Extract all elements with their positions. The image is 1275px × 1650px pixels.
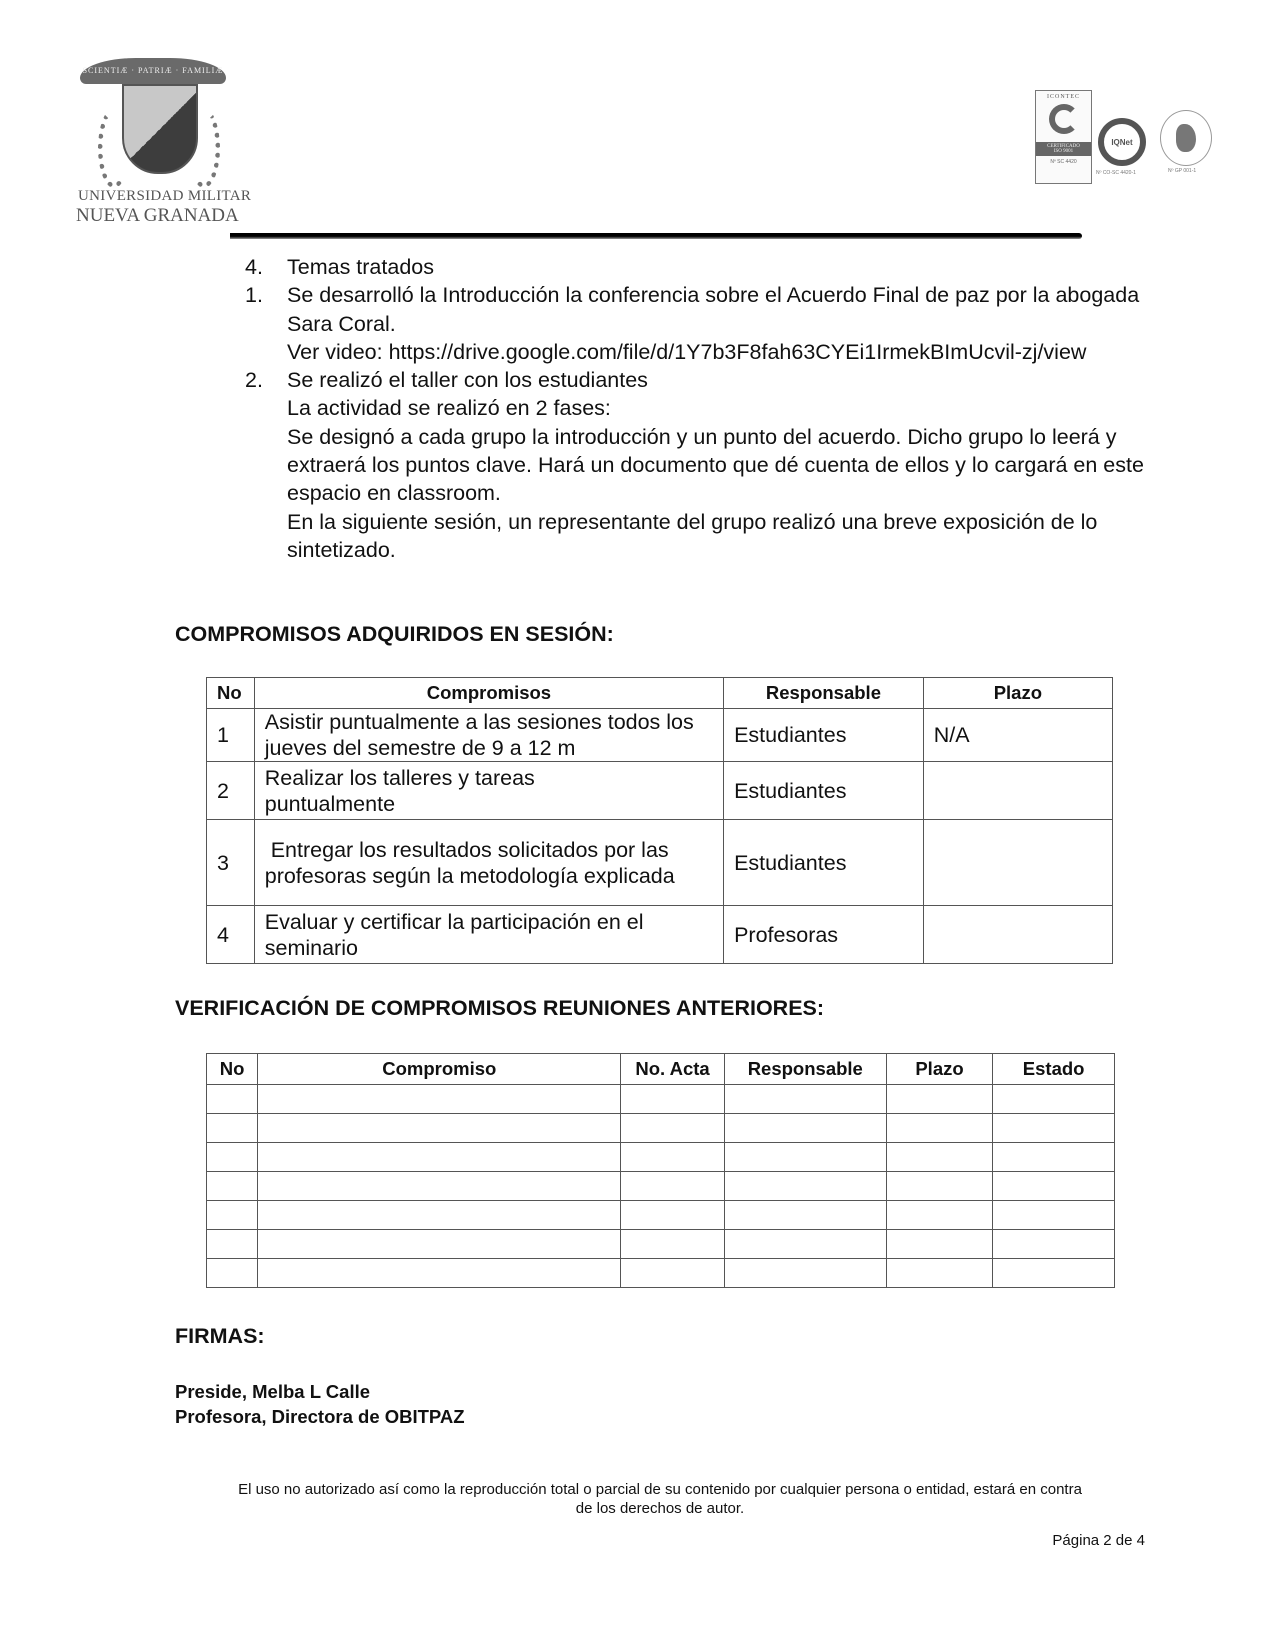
gp-number: Nº GP 001-1: [1168, 168, 1197, 174]
icontec-number: Nº SC 4420: [1050, 159, 1077, 165]
signature-line-role: Profesora, Directora de OBITPAZ: [175, 1406, 465, 1427]
gp-colombia-seal-icon: [1160, 110, 1212, 166]
table-row: [207, 1085, 1115, 1114]
col-header-plazo: Plazo: [923, 678, 1112, 709]
table-header-row: [207, 1054, 1115, 1085]
coat-of-arms-shield-icon: [122, 84, 198, 174]
topics-heading: [245, 253, 1145, 281]
empty-cell: [258, 1143, 621, 1172]
icontec-label: ICONTEC: [1047, 94, 1080, 100]
cell-compromiso: Asistir puntualmente a las sesiones todos los jueves del semestre de 9 a 12 m: [254, 709, 723, 762]
empty-cell: [886, 1143, 993, 1172]
icontec-badge-line1: CERTIFICADO: [1047, 144, 1080, 149]
empty-cell: [207, 1114, 258, 1143]
empty-cell: [993, 1259, 1115, 1288]
empty-cell: [724, 1259, 886, 1288]
cell-responsable: Estudiantes: [724, 709, 924, 762]
iqnet-seal-icon: [1098, 118, 1146, 166]
video-label: Ver video:: [287, 339, 389, 364]
topics-heading-number: 4.: [245, 255, 263, 279]
empty-cell: [993, 1143, 1115, 1172]
table-row: [207, 709, 1113, 762]
topics-section: [245, 253, 1145, 564]
signatures-title: FIRMAS:: [175, 1324, 265, 1348]
topic-detail: Se designó a cada grupo la introducción y un punto del acuerdo. Dicho grupo lo leerá y extraerá los puntos clave. Hará un documento que dé cuenta de ellos y lo cargará en este espacio en classroom.: [287, 424, 1144, 506]
empty-cell: [724, 1201, 886, 1230]
topic-text: Se desarrolló la Introducción la conferencia sobre el Acuerdo Final de paz por la abogada Sara Coral.: [287, 283, 1140, 336]
empty-cell: [258, 1114, 621, 1143]
col-header-no: No: [207, 678, 255, 709]
copyright-notice: [170, 1480, 1150, 1518]
topic-item: [245, 366, 1145, 394]
university-name-line1: UNIVERSIDAD MILITAR: [78, 188, 252, 204]
cell-responsable: Estudiantes: [724, 820, 924, 906]
table-header-row: [207, 678, 1113, 709]
icontec-certificate-icon: [1035, 90, 1092, 184]
university-logo: [68, 48, 252, 228]
empty-cell: [621, 1172, 725, 1201]
empty-cell: [993, 1085, 1115, 1114]
commitments-title: COMPROMISOS ADQUIRIDOS EN SESIÓN:: [175, 622, 614, 646]
university-name-line2: NUEVA GRANADA: [76, 205, 239, 226]
table-row: [207, 1143, 1115, 1172]
empty-cell: [886, 1085, 993, 1114]
empty-cell: [993, 1201, 1115, 1230]
copyright-line1: El uso no autorizado así como la reproducción total o parcial de su contenido por cualquier persona o entidad, estará en contra: [238, 1481, 1082, 1498]
table-row: [207, 906, 1113, 964]
table-row: [207, 820, 1113, 906]
col-header-no-acta: No. Acta: [621, 1054, 725, 1085]
empty-cell: [258, 1172, 621, 1201]
laurel-right-icon: [188, 108, 220, 188]
empty-cell: [207, 1143, 258, 1172]
cell-responsable: Estudiantes: [724, 762, 924, 820]
empty-cell: [886, 1201, 993, 1230]
topic-title: Se realizó el taller con los estudiantes: [287, 368, 648, 393]
empty-cell: [724, 1085, 886, 1114]
cell-plazo: N/A: [923, 709, 1112, 762]
col-header-estado: Estado: [993, 1054, 1115, 1085]
empty-cell: [207, 1172, 258, 1201]
table-row: [207, 1259, 1115, 1288]
cell-no: 3: [207, 820, 255, 906]
iqnet-number: Nº CO-SC 4420-1: [1096, 170, 1136, 176]
empty-cell: [258, 1201, 621, 1230]
empty-cell: [724, 1172, 886, 1201]
cell-no: 2: [207, 762, 255, 820]
empty-cell: [993, 1230, 1115, 1259]
cell-responsable: Profesoras: [724, 906, 924, 964]
empty-cell: [207, 1259, 258, 1288]
topic-detail: La actividad se realizó en 2 fases:: [287, 396, 611, 421]
page-number: Página 2 de 4: [1052, 1532, 1145, 1549]
video-line: [245, 338, 1145, 366]
cell-plazo: [923, 820, 1112, 906]
col-header-responsable: Responsable: [724, 678, 924, 709]
empty-cell: [993, 1172, 1115, 1201]
empty-cell: [724, 1114, 886, 1143]
cell-no: 1: [207, 709, 255, 762]
motto-ribbon: SCIENTIÆ · PATRIÆ · FAMILIÆ: [80, 58, 226, 84]
verification-table: [206, 1053, 1115, 1288]
table-row: [207, 1172, 1115, 1201]
icontec-badge: [1036, 142, 1091, 156]
empty-cell: [207, 1085, 258, 1114]
col-header-no: No: [207, 1054, 258, 1085]
empty-cell: [621, 1201, 725, 1230]
empty-cell: [724, 1230, 886, 1259]
table-row: [207, 1230, 1115, 1259]
cell-no: 4: [207, 906, 255, 964]
topic-number: 1.: [245, 283, 263, 308]
empty-cell: [886, 1259, 993, 1288]
col-header-plazo: Plazo: [886, 1054, 993, 1085]
signature-line-preside: Preside, Melba L Calle: [175, 1381, 371, 1402]
cell-plazo: [923, 906, 1112, 964]
copyright-line2: de los derechos de autor.: [575, 1500, 745, 1517]
icontec-badge-line2: ISO 9001: [1053, 149, 1074, 154]
empty-cell: [258, 1085, 621, 1114]
verification-table-body: [207, 1085, 1115, 1288]
col-header-compromiso: Compromiso: [258, 1054, 621, 1085]
empty-cell: [621, 1230, 725, 1259]
empty-cell: [621, 1085, 725, 1114]
empty-cell: [207, 1230, 258, 1259]
empty-cell: [621, 1114, 725, 1143]
empty-cell: [993, 1114, 1115, 1143]
topic-detail: En la siguiente sesión, un representante del grupo realizó una breve exposición de lo sintetizado.: [287, 509, 1098, 562]
verification-title: VERIFICACIÓN DE COMPROMISOS REUNIONES ANTERIORES:: [175, 996, 825, 1020]
table-row: [207, 1201, 1115, 1230]
empty-cell: [724, 1143, 886, 1172]
cell-compromiso: Evaluar y certificar la participación en el seminario: [254, 906, 723, 964]
iqnet-label: IQNet: [1111, 137, 1133, 147]
table-row: [207, 1114, 1115, 1143]
empty-cell: [621, 1143, 725, 1172]
col-header-responsable: Responsable: [724, 1054, 886, 1085]
cell-compromiso: Realizar los talleres y tareas puntualmente: [254, 762, 723, 820]
topic-number: 2.: [245, 368, 263, 393]
empty-cell: [207, 1201, 258, 1230]
icontec-c-mark-icon: [1049, 104, 1079, 134]
empty-cell: [621, 1259, 725, 1288]
empty-cell: [886, 1230, 993, 1259]
cell-compromiso: Entregar los resultados solicitados por las profesoras según la metodología explicada: [254, 820, 723, 906]
colombia-map-icon: [1176, 124, 1196, 152]
video-link[interactable]: https://drive.google.com/file/d/1Y7b3F8fah63CYEi1IrmekBImUcvil-zj/view: [388, 339, 1087, 364]
commitments-table: [206, 677, 1113, 964]
col-header-compromisos: Compromisos: [254, 678, 723, 709]
empty-cell: [258, 1230, 621, 1259]
table-row: [207, 762, 1113, 820]
empty-cell: [258, 1259, 621, 1288]
topics-heading-text: Temas tratados: [287, 255, 434, 279]
empty-cell: [886, 1114, 993, 1143]
topic-item: [245, 281, 1145, 338]
cell-plazo: [923, 762, 1112, 820]
header-divider: [230, 233, 1082, 239]
empty-cell: [886, 1172, 993, 1201]
